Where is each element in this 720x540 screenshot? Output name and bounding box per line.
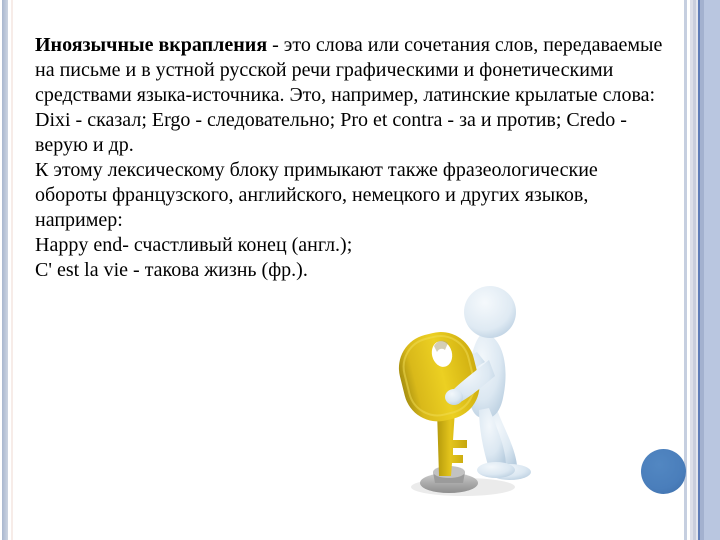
right-edge-stripe-7	[704, 0, 720, 540]
figure-head	[464, 286, 516, 338]
text-line: обороты французского, английского, немецкого и других языков,	[35, 184, 589, 206]
text-line	[35, 33, 675, 58]
text-line: верую и др.	[35, 134, 134, 156]
text-line: Dixi - сказал; Ergo - следовательно; Pro et contra - за и против; Credo -	[35, 109, 627, 131]
left-edge-stripe-decoration	[2, 0, 8, 540]
slide-body-text	[35, 33, 675, 283]
blue-circle-decoration	[641, 449, 686, 494]
right-edge-stripe-1	[684, 0, 687, 540]
figure-with-key-illustration	[393, 280, 558, 505]
left-edge-pink-line-decoration	[11, 0, 13, 540]
figure-hand	[445, 389, 463, 405]
text-line: средствами языка-источника. Это, например, латинские крылатые слова:	[35, 84, 656, 106]
text-line-rest: - это слова или сочетания слов, передаваемые	[267, 34, 663, 56]
text-line: например:	[35, 209, 123, 231]
text-line: C' est la vie - такова жизнь (фр.).	[35, 259, 308, 281]
text-line: Happy end- счастливый конец (англ.);	[35, 234, 353, 256]
figure-foot	[477, 462, 515, 478]
text-line: К этому лексическому блоку примыкают также фразеологические	[35, 159, 598, 181]
term-bold: Иноязычные вкрапления	[35, 34, 268, 56]
text-line: на письме и в устной русской речи графическими и фонетическими	[35, 59, 614, 81]
